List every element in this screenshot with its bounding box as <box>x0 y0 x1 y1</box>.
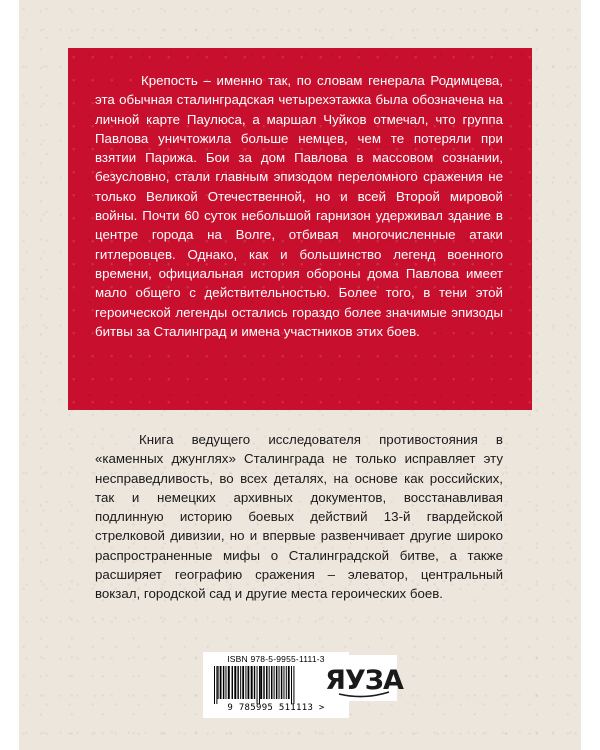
barcode-bar <box>293 666 294 704</box>
barcode-bar <box>254 666 255 699</box>
isbn-label: ISBN 978-5-9955-1111-3 <box>227 654 325 664</box>
barcode-bar <box>259 666 260 704</box>
barcode-bar <box>276 666 278 699</box>
barcode-bar <box>283 666 284 699</box>
back-cover <box>19 0 581 750</box>
barcode-bar <box>232 666 233 699</box>
barcode-bar <box>220 666 222 699</box>
barcode-bar <box>269 666 270 699</box>
barcode-bar <box>223 666 225 699</box>
barcode-bar <box>257 666 258 704</box>
barcode-bars <box>212 666 340 704</box>
barcode-bar <box>260 666 262 699</box>
barcode-bar <box>251 666 253 699</box>
barcode-bar <box>228 666 230 699</box>
barcode-bar <box>240 666 241 699</box>
barcode-bar <box>218 666 219 699</box>
barcode-bar <box>286 666 287 699</box>
book-description: Книга ведущего исследователя противостояния в «каменных джунглях» Сталинграда не только исправляет эту несправедливость, во всех деталях, на основе как российских, так и немецких архивных документов, восстанавливая подлинную историю боевых действий 13-й гвардейской стрелковой дивизии, но и впервые развенчивает другие широко распространенные мифы о Сталинградской битве, а также расширяет географию сражения – элеватор, центральный вокзал, городской сад и другие места героических боев. <box>95 432 503 602</box>
barcode-bar <box>225 666 226 699</box>
publisher-logo-text: ЯУЗА <box>325 665 403 696</box>
barcode-bar <box>214 666 215 704</box>
barcode-bar <box>234 666 236 699</box>
barcode-bar <box>281 666 283 699</box>
barcode-bar <box>216 666 217 704</box>
publisher-logo <box>325 655 403 701</box>
barcode-bar <box>271 666 273 699</box>
barcode-bar <box>248 666 250 699</box>
barcode-bar <box>242 666 244 699</box>
barcode-bar <box>266 666 268 699</box>
barcode-bar <box>263 666 264 699</box>
annotation-paragraph: Крепость – именно так, по словам генерала Родимцева, эта обычная сталинградская четырехэтажка была обозначена на личной карте Паулюса, а маршал Чуйков отмечал, что группа Павлова уничтожила больше немцев, чем те потеряли при взятии Парижа. Бои за дом Павлова в массовом сознании, безусловно, стали главным эпизодом переломного сражения не только Великой Отечественной, но и всей Второй мировой войны. Почти 60 суток небольшой гарнизон удерживал здание в центре города на Волге, отбивая многочисленные атаки гитлеровцев. Однако, как и большинство легенд военного времени, официальная история обороны дома Павлова имеет мало общего с действительностью. Более того, в тени этой героической легенды остались гораздо более значимые эпизоды битвы за Сталинград и имена участников этих боев. <box>95 73 503 339</box>
barcode-digits: 9 785995 511113 > <box>227 703 325 713</box>
barcode-bar <box>274 666 275 699</box>
barcode-bar <box>291 666 292 704</box>
barcode-bar <box>245 666 246 699</box>
barcode-bar <box>288 666 290 699</box>
barcode-bar <box>279 666 280 699</box>
barcode-bar <box>237 666 238 699</box>
